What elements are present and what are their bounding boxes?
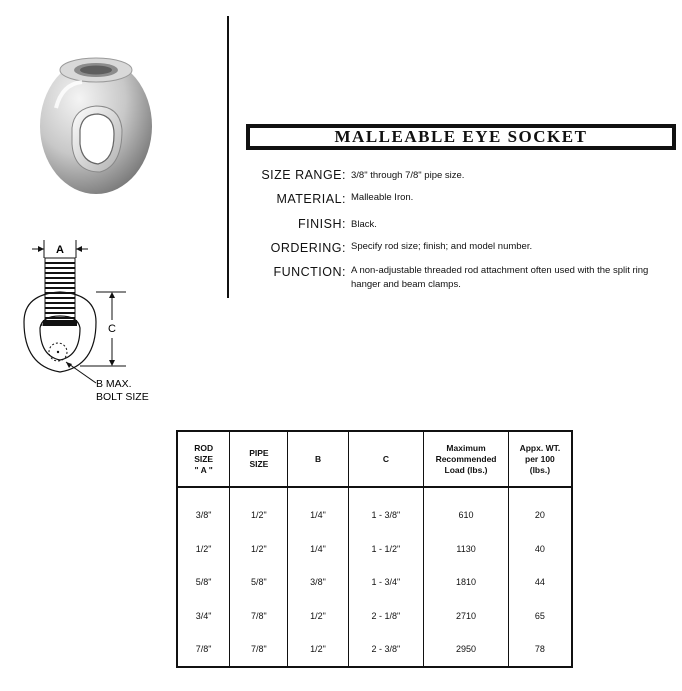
spec-value-ordering: Specify rod size; finish; and model number. [351,241,533,252]
cell-c: 1 - 3/4" [348,565,424,599]
spec-label-size-range: SIZE RANGE: [261,168,346,182]
header-rod-size: ROD SIZE " A " [177,431,230,487]
cell-max-load: 1130 [424,532,509,566]
table-row [177,487,572,532]
cell-max-load: 2950 [424,632,509,667]
cell-rod-size: 3/4" [195,610,212,621]
cell-rod-size: 3/8" [195,509,212,520]
dimension-diagram [14,236,184,406]
cell-b: 1/4" [288,532,348,566]
cell-c: 1 - 3/8" [348,487,424,532]
cell-c: 1 - 1/2" [348,532,424,566]
dimension-b [66,362,149,403]
dimension-c [80,292,126,366]
header-weight: Appx. WT. per 100 (lbs.) [508,431,572,487]
cell-pipe-size: 5/8" [230,565,288,599]
spec-value-function: A non-adjustable threaded rod attachment often used with the split ring hanger and beam clamps. [351,265,649,290]
cell-max-load: 610 [424,487,509,532]
cell-weight: 40 [508,532,572,566]
table-row [177,599,572,633]
header-c: C [348,431,424,487]
table-header-row [177,431,572,487]
dimension-a [32,240,88,258]
spec-label-function: FUNCTION: [273,265,346,279]
cell-pipe-size: 7/8" [230,599,288,633]
table-row [177,532,572,566]
cell-max-load: 1810 [424,565,509,599]
cell-rod-size: 1/2" [195,543,212,554]
cell-max-load: 2710 [424,599,509,633]
spec-value-size-range: 3/8" through 7/8" pipe size. [351,170,465,181]
table-row [177,565,572,599]
label-c: C [108,323,116,335]
cell-pipe-size: 7/8" [230,632,288,667]
cell-pipe-size: 1/2" [230,487,288,532]
vertical-divider [227,16,229,298]
cell-weight: 78 [508,632,572,667]
cell-weight: 44 [508,565,572,599]
header-max-load: Maximum Recommended Load (lbs.) [424,431,509,487]
label-bolt-size: BOLT SIZE [96,391,149,403]
spec-value-finish: Black. [351,219,377,230]
cell-c: 2 - 1/8" [348,599,424,633]
spec-value-material: Malleable Iron. [351,192,414,203]
cell-b: 1/4" [288,487,348,532]
cell-rod-size: 7/8" [195,644,212,655]
cell-b: 3/8" [288,565,348,599]
cell-weight: 65 [508,599,572,633]
cell-weight: 20 [508,487,572,532]
label-b-max: B MAX. [96,378,132,390]
size-table [176,430,573,668]
cell-c: 2 - 3/8" [348,632,424,667]
header-b: B [288,431,348,487]
cell-rod-size: 5/8" [195,577,212,588]
label-a: A [56,244,64,256]
header-pipe-size: PIPE SIZE [230,431,288,487]
page-title: MALLEABLE EYE SOCKET [334,127,588,146]
cell-b: 1/2" [288,599,348,633]
spec-label-material: MATERIAL: [276,192,346,206]
threaded-rod [45,258,75,324]
spec-label-ordering: ORDERING: [270,241,346,255]
cell-pipe-size: 1/2" [230,532,288,566]
spec-label-finish: FINISH: [298,217,346,231]
cell-b: 1/2" [288,632,348,667]
title-banner [246,124,676,150]
eye-socket-photo [36,48,156,196]
table-row [177,632,572,667]
